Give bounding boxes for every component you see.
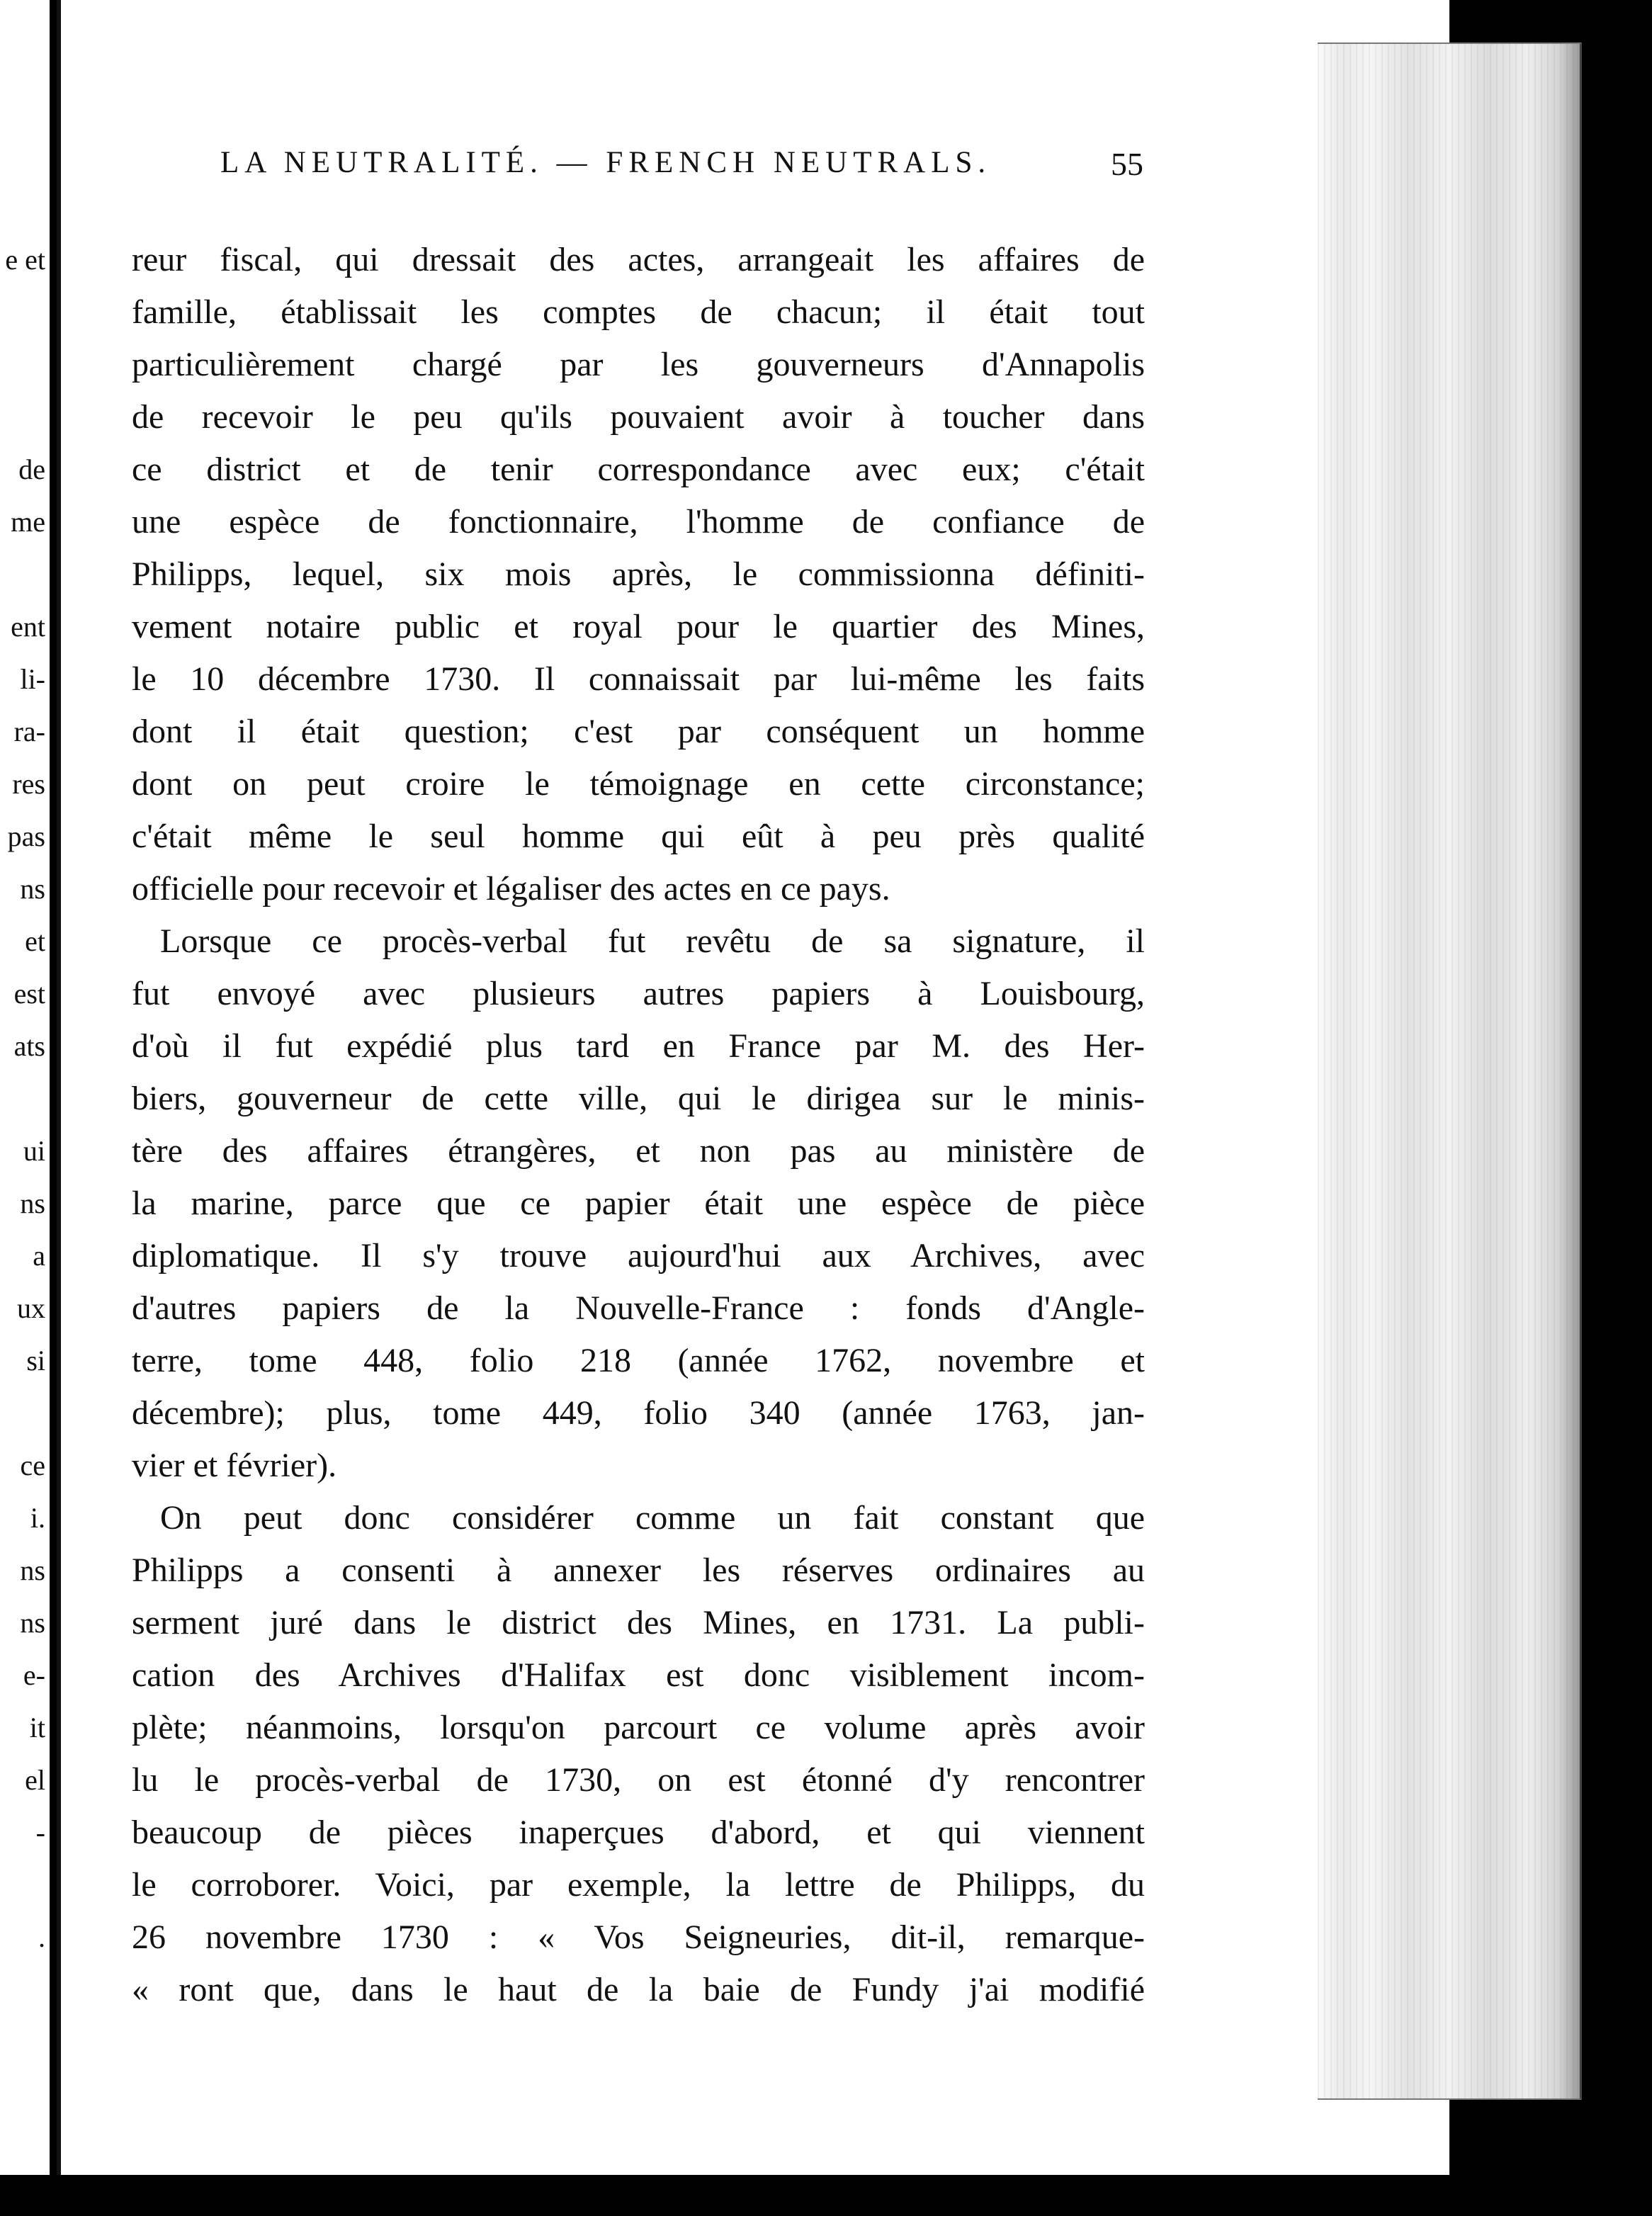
- text-line: Philipps, lequel, six mois après, le commissionna définiti-: [132, 555, 1145, 593]
- text-line: famille, établissait les comptes de chacun; il était tout: [132, 293, 1145, 331]
- text-line: la marine, parce que ce papier était une espèce de pièce: [132, 1185, 1145, 1222]
- adjacent-page-strip: [0, 0, 50, 2175]
- text-line: beaucoup de pièces inaperçues d'abord, et qui viennent: [132, 1814, 1145, 1851]
- adjacent-page-fragment: res: [12, 768, 45, 800]
- text-line: terre, tome 448, folio 218 (année 1762, novembre et: [132, 1342, 1145, 1379]
- adjacent-page-fragment: [0, 548, 50, 601]
- text-line: décembre); plus, tome 449, folio 340 (année 1763, jan-: [132, 1394, 1145, 1432]
- adjacent-page-fragments: [0, 234, 50, 1964]
- adjacent-page-fragment: ns: [20, 1187, 45, 1219]
- adjacent-page-fragment: ns: [20, 1554, 45, 1586]
- text-line: tère des affaires étrangères, et non pas au ministère de: [132, 1132, 1145, 1170]
- text-line: « ront que, dans le haut de la baie de Fundy j'ai modifié: [132, 1971, 1145, 2008]
- text-line: plète; néanmoins, lorsqu'on parcourt ce volume après avoir: [132, 1709, 1145, 1746]
- adjacent-page-fragment: de: [18, 453, 45, 485]
- adjacent-page-fragment: ent: [11, 611, 45, 643]
- text-line: reur fiscal, qui dressait des actes, arrangeait les affaires de: [132, 241, 1145, 278]
- text-line: lu le procès-verbal de 1730, on est étonné d'y rencontrer: [132, 1761, 1145, 1799]
- text-line: ce district et de tenir correspondance avec eux; c'était: [132, 451, 1145, 488]
- adjacent-page-fragment: it: [29, 1712, 45, 1743]
- adjacent-page-fragment: me: [11, 506, 45, 538]
- adjacent-page-fragment: pas: [7, 820, 45, 852]
- text-line: dont il était question; c'est par conséquent un homme: [132, 713, 1145, 750]
- text-line: dont on peut croire le témoignage en cette circonstance;: [132, 765, 1145, 803]
- text-line: biers, gouverneur de cette ville, qui le dirigea sur le minis-: [132, 1080, 1145, 1117]
- text-line: vement notaire public et royal pour le quartier des Mines,: [132, 608, 1145, 645]
- text-line: une espèce de fonctionnaire, l'homme de confiance de: [132, 503, 1145, 541]
- adjacent-page-fragment: ns: [20, 873, 45, 905]
- adjacent-page-fragment: [0, 391, 50, 443]
- text-line: fut envoyé avec plusieurs autres papiers à Louisbourg,: [132, 975, 1145, 1012]
- adjacent-page-fragment: ra-: [13, 716, 45, 747]
- text-line: le 10 décembre 1730. Il connaissait par lui-même les faits: [132, 660, 1145, 698]
- text-line: vier et février).: [132, 1447, 337, 1484]
- adjacent-page-fragment: [0, 1859, 50, 1911]
- text-line: d'où il fut expédié plus tard en France par M. des Her-: [132, 1027, 1145, 1065]
- page-edge-stack: [1318, 43, 1582, 2100]
- text-line: Lorsque ce procès-verbal fut revêtu de sa signature, il: [160, 922, 1145, 960]
- adjacent-page-fragment: ce: [20, 1449, 45, 1481]
- adjacent-page-fragment: ns: [20, 1607, 45, 1639]
- adjacent-page-fragment: e-: [23, 1659, 45, 1691]
- page-number: 55: [1111, 146, 1143, 182]
- adjacent-page-fragment: [0, 339, 50, 391]
- adjacent-page-fragment: est: [13, 978, 45, 1010]
- adjacent-page-fragment: [0, 1387, 50, 1440]
- text-line: serment juré dans le district des Mines, en 1731. La publi-: [132, 1604, 1145, 1641]
- text-line: d'autres papiers de la Nouvelle-France : fonds d'Angle-: [132, 1289, 1145, 1327]
- adjacent-page-fragment: e et: [5, 244, 45, 276]
- adjacent-page-fragment: -: [35, 1816, 45, 1848]
- text-line: particulièrement chargé par les gouverneurs d'Annapolis: [132, 346, 1145, 383]
- book-page: [57, 0, 1449, 2175]
- text-line: de recevoir le peu qu'ils pouvaient avoir à toucher dans: [132, 398, 1145, 436]
- text-line: officielle pour recevoir et légaliser des actes en ce pays.: [132, 870, 890, 908]
- adjacent-page-fragment: ats: [13, 1030, 45, 1062]
- text-line: Philipps a consenti à annexer les réserves ordinaires au: [132, 1551, 1145, 1589]
- adjacent-page-fragment: i.: [30, 1502, 45, 1534]
- adjacent-page-fragment: li-: [20, 663, 45, 695]
- text-line: On peut donc considérer comme un fait constant que: [160, 1499, 1145, 1537]
- body-text: [132, 234, 1145, 2016]
- adjacent-page-fragment: .: [38, 1921, 45, 1953]
- adjacent-page-fragment: el: [25, 1764, 45, 1796]
- adjacent-page-fragment: [0, 1073, 50, 1125]
- adjacent-page-fragment: et: [25, 925, 45, 957]
- text-line: le corroborer. Voici, par exemple, la lettre de Philipps, du: [132, 1866, 1145, 1904]
- adjacent-page-fragment: ui: [23, 1135, 45, 1167]
- adjacent-page-fragment: [0, 286, 50, 339]
- adjacent-page-fragment: ux: [17, 1292, 45, 1324]
- adjacent-page-fragment: si: [26, 1345, 45, 1376]
- text-line: 26 novembre 1730 : « Vos Seigneuries, dit-il, remarque-: [132, 1918, 1145, 1956]
- text-line: diplomatique. Il s'y trouve aujourd'hui aux Archives, avec: [132, 1237, 1145, 1274]
- running-head: LA NEUTRALITÉ. — FRENCH NEUTRALS.: [220, 146, 992, 179]
- text-line: cation des Archives d'Halifax est donc visiblement incom-: [132, 1656, 1145, 1694]
- adjacent-page-fragment: a: [33, 1240, 45, 1272]
- text-line: c'était même le seul homme qui eût à peu près qualité: [132, 818, 1145, 855]
